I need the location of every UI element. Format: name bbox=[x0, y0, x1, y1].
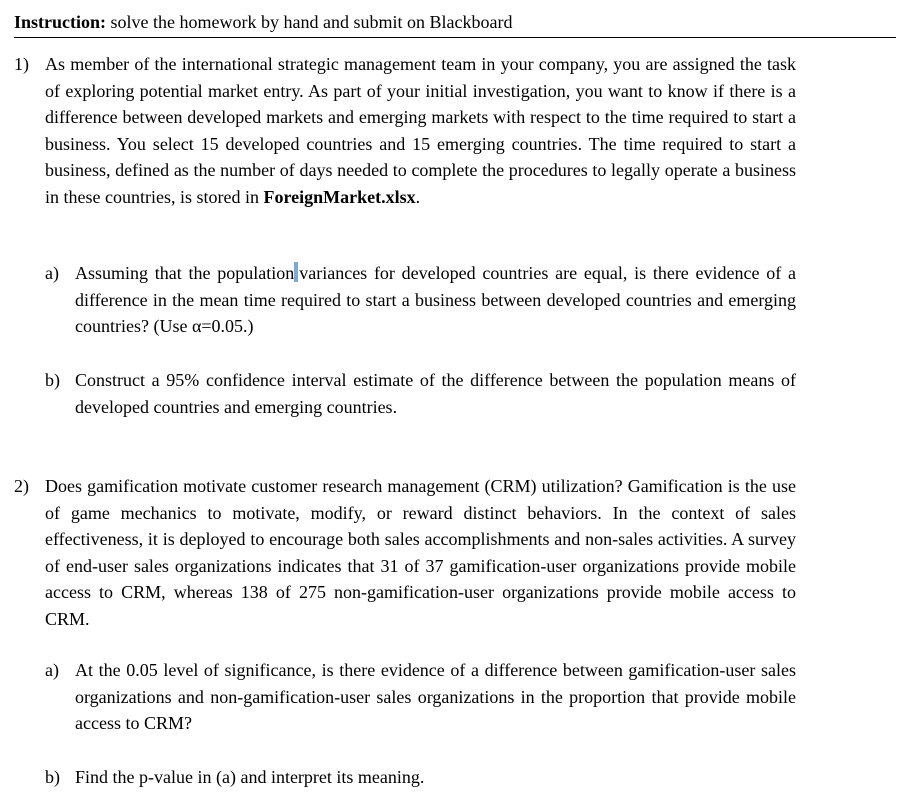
question-2a-letter: a) bbox=[45, 660, 59, 680]
instruction-line bbox=[14, 9, 896, 38]
question-2a bbox=[45, 657, 796, 737]
question-1a-text-start: Assuming that the population bbox=[75, 263, 295, 283]
question-1a-letter: a) bbox=[45, 263, 59, 283]
question-1-filename: ForeignMarket.xlsx bbox=[263, 186, 416, 207]
question-1a bbox=[45, 260, 796, 340]
question-1 bbox=[14, 51, 896, 210]
question-2-text: Does gamification motivate customer research management (CRM) utilization? Gamification is the use of game mechanics to motivate, modify, or reward distinct behaviors. In the context of sales effectiveness, it is deployed to encourage both sales accomplishments and non-sales activities. A survey of end-user sales organizations indicates that 31 of 37 gamification-user organizations provide mobile access to CRM, whereas 138 of 275 non-gamification-user organizations provide mobile access to CRM. bbox=[45, 476, 796, 629]
instruction-text: solve the homework by hand and submit on Blackboard bbox=[106, 12, 513, 32]
question-2-number: 2) bbox=[14, 476, 29, 496]
question-2b-text: Find the p-value in (a) and interpret its meaning. bbox=[75, 767, 425, 787]
question-2b bbox=[45, 764, 796, 791]
question-2b-letter: b) bbox=[45, 767, 60, 787]
question-1-file-suffix: . bbox=[415, 186, 421, 207]
question-1b-letter: b) bbox=[45, 370, 60, 390]
question-2 bbox=[14, 473, 896, 632]
question-1b bbox=[45, 367, 796, 420]
question-2a-text: At the 0.05 level of significance, is there evidence of a difference between gamification-user sales organizations and non-gamification-user sales organizations in the proportion that provide mobile access to CRM? bbox=[75, 660, 796, 733]
question-1b-text: Construct a 95% confidence interval estimate of the difference between the population means of developed countries and emerging countries. bbox=[75, 370, 796, 417]
question-1-number: 1) bbox=[14, 54, 29, 74]
question-1-text: As member of the international strategic management team in your company, you are assigned the task of exploring potential market entry. As part of your initial investigation, you want to know if there is a difference between developed markets and emerging markets with respect to the time required to start a business. You select 15 developed countries and 15 emerging countries. The time required to start a business, defined as the number of days needed to complete the procedures to legally operate a business in these countries, is stored in bbox=[45, 54, 796, 207]
text-cursor bbox=[294, 262, 298, 282]
question-1a-text-end: variances for developed countries are equal, is there evidence of a difference in the mean time required to start a business between developed countries and emerging countries? (Use α=0.05.) bbox=[75, 263, 796, 336]
instruction-label: Instruction: bbox=[14, 12, 107, 32]
